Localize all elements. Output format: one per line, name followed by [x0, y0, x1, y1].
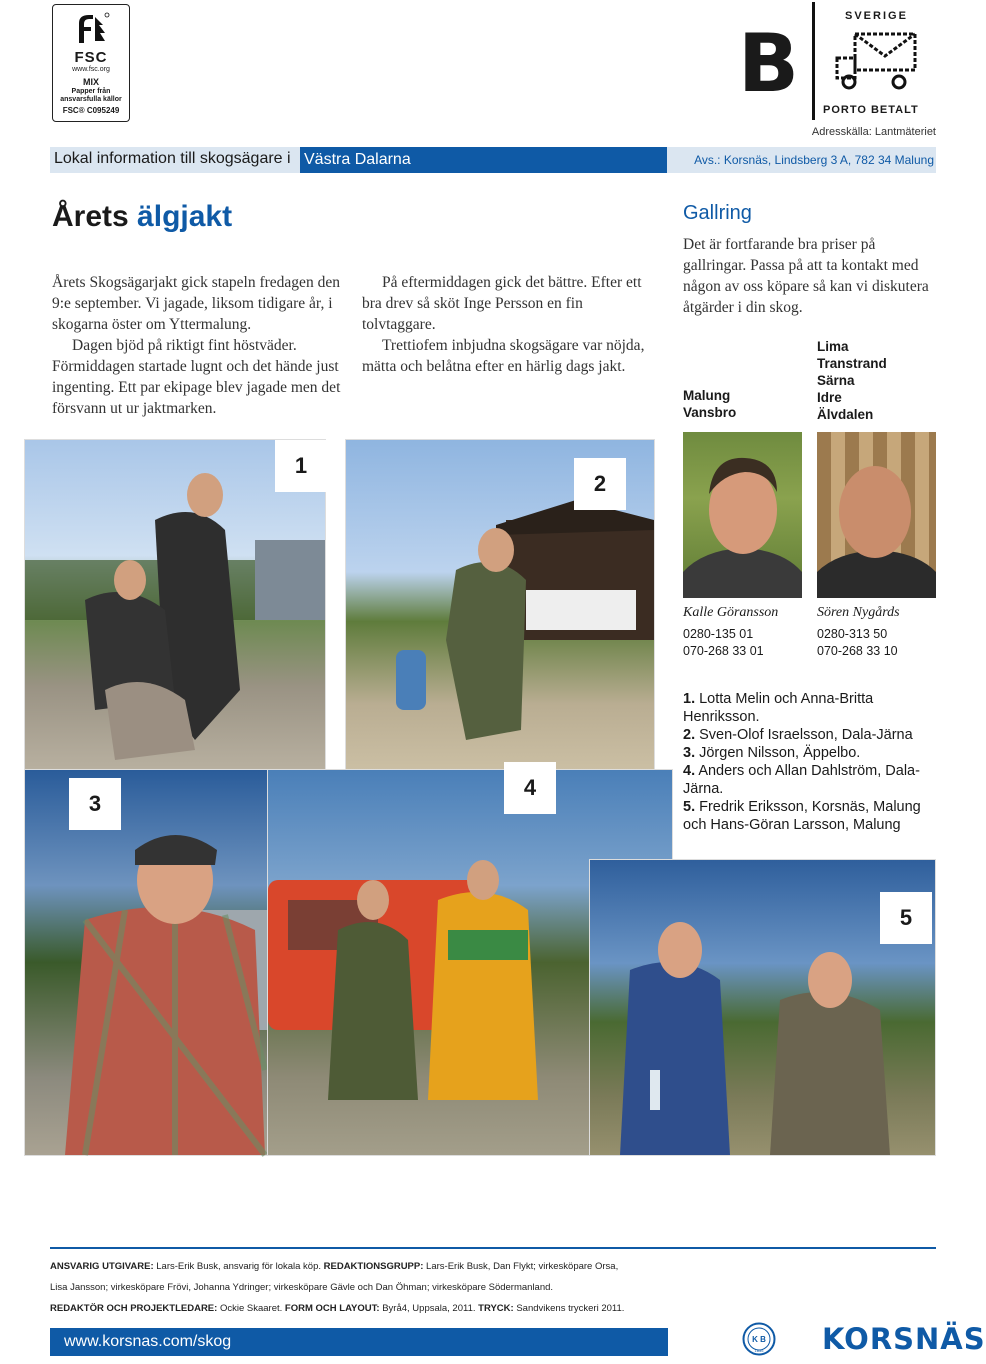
caption-text: Lotta Melin och Anna-Britta Henriksson. — [683, 691, 874, 725]
place: Malung — [683, 388, 731, 403]
contact-phone-1: 0280-135 01 — [683, 627, 754, 641]
photo-1 — [25, 440, 325, 770]
caption-item — [683, 744, 938, 762]
porto-betalt-stamp — [812, 2, 939, 120]
gallring-title: Gallring — [683, 202, 752, 224]
credit-label: FORM OCH LAYOUT: — [284, 1303, 380, 1314]
caption-item — [683, 690, 938, 726]
credit-label: TRYCK: — [478, 1303, 514, 1314]
porto-bottom-text: PORTO BETALT — [823, 104, 919, 116]
caption-text: Anders och Allan Dahlström, Dala-Järna. — [683, 763, 920, 797]
photo-5 — [590, 860, 935, 1155]
caption-item — [683, 762, 938, 798]
contact-phone-2: 070-268 33 10 — [817, 644, 898, 658]
fsc-line1: Papper från — [71, 87, 111, 95]
place: Älvdalen — [817, 407, 874, 422]
credit-label: REDAKTIONSGRUPP: — [323, 1261, 424, 1272]
photo-2 — [346, 440, 654, 770]
place: Lima — [817, 339, 849, 354]
place: Transtrand — [817, 356, 887, 371]
photo-captions — [683, 690, 938, 834]
credits-line-1 — [50, 1256, 940, 1277]
portrait-soren — [817, 432, 936, 598]
header-title: Lokal information till skogsägare i — [54, 150, 291, 167]
place: Vansbro — [683, 405, 737, 420]
mail-truck-icon — [833, 28, 929, 92]
footer-rule — [50, 1247, 936, 1249]
gallring-text-1: Det är fortfarande bra priser på gallringar. — [683, 236, 876, 274]
caption-number: 2. — [683, 727, 696, 743]
caption-number: 1. — [683, 691, 696, 707]
credit-value: Byrå4, Uppsala, 2011. — [379, 1303, 479, 1314]
contact-2-places — [817, 338, 887, 423]
korsnas-seal-icon — [742, 1322, 776, 1356]
credit-value: Lars-Erik Busk, Dan Flykt; virkesköpare Orsa, — [423, 1261, 619, 1272]
gallring-text — [683, 234, 941, 318]
sender-address: Avs.: Korsnäs, Lindsberg 3 A, 782 34 Malung — [694, 153, 934, 167]
address-source: Adresskälla: Lantmäteriet — [811, 126, 936, 138]
caption-item — [683, 726, 938, 744]
svg-text:K B: K B — [752, 1335, 766, 1344]
photo-number-1: 1 — [275, 440, 327, 492]
fsc-site: www.fsc.org — [72, 66, 110, 74]
col2-paragraph-2: Trettiofem inbjudna skogsägare var nöjda, mätta och belåtna efter en härlig dags jakt. — [362, 337, 645, 375]
place: Särna — [817, 373, 855, 388]
website-link[interactable]: www.korsnas.com/skog — [64, 1333, 232, 1350]
gallring-text-2: Passa på att ta kontakt med någon av oss köpare så kan vi diskutera åtgärder i din skog. — [683, 257, 929, 316]
article-column-2 — [362, 272, 652, 377]
contact-name: Sören Nygårds — [817, 605, 900, 620]
credit-value: Sandvikens tryckeri 2011. — [513, 1303, 625, 1314]
contact-2 — [817, 605, 900, 660]
col2-paragraph-1: På eftermiddagen gick det bättre. Efter ett bra drev så sköt Inge Persson en fin tolvtaggare. — [362, 274, 642, 333]
korsnas-logo: KORSNÄS — [822, 1322, 986, 1356]
portrait-kalle — [683, 432, 802, 598]
photo-number-5: 5 — [880, 892, 932, 944]
article-title — [52, 200, 232, 234]
place: Idre — [817, 390, 842, 405]
contact-phone-1: 0280-313 50 — [817, 627, 888, 641]
photo-number-3: 3 — [69, 778, 121, 830]
credit-label: REDAKTÖR OCH PROJEKTLEDARE: — [50, 1303, 218, 1314]
fsc-logo — [52, 4, 130, 122]
header-region: Västra Dalarna — [300, 147, 667, 173]
credit-value: Lars-Erik Busk, ansvarig för lokala köp. — [153, 1261, 324, 1272]
porto-top-text: SVERIGE — [845, 10, 908, 22]
photo-number-2: 2 — [574, 458, 626, 510]
porto-b-mark: B — [738, 17, 799, 110]
fsc-line2: ansvarsfulla källor — [60, 95, 122, 103]
seal-year: 1855 — [754, 1348, 764, 1353]
col1-paragraph-1: Årets Skogsägarjakt gick stapeln fredagen den 9:e september. Vi jagade, liksom tidigare år, i skogarna öster om Yttermalung. — [52, 274, 340, 333]
fsc-label: FSC — [74, 49, 108, 67]
person-portrait-icon — [683, 432, 802, 598]
contact-phone-2: 070-268 33 01 — [683, 644, 764, 658]
credits — [50, 1256, 940, 1319]
caption-number: 4. — [683, 763, 696, 779]
credits-line-3 — [50, 1298, 940, 1319]
fsc-tree-icon — [71, 11, 111, 45]
caption-text: Sven-Olof Israelsson, Dala-Järna — [695, 727, 913, 743]
caption-item — [683, 798, 938, 834]
fsc-code: FSC® C095249 — [62, 105, 120, 115]
contact-1 — [683, 605, 778, 660]
fsc-mix: MIX — [53, 77, 129, 87]
caption-text: Jörgen Nilsson, Äppelbo. — [695, 745, 861, 761]
caption-number: 3. — [683, 745, 696, 761]
article-title-a: Årets — [52, 200, 129, 233]
article-column-1 — [52, 272, 344, 419]
credit-label: ANSVARIG UTGIVARE: — [50, 1261, 154, 1272]
caption-number: 5. — [683, 799, 696, 815]
credit-value: Ockie Skaaret. — [217, 1303, 285, 1314]
article-title-b: älgjakt — [137, 200, 233, 233]
credits-line-2: Lisa Jansson; virkesköpare Frövi, Johanna Ydringer; virkesköpare Gävle och Dan Öhman; virkesköpare Södermanland. — [50, 1282, 554, 1293]
photo-number-4: 4 — [504, 762, 556, 814]
contact-1-places — [683, 387, 736, 421]
contact-name: Kalle Göransson — [683, 605, 779, 620]
caption-text: Fredrik Eriksson, Korsnäs, Malung och Hans-Göran Larsson, Malung — [683, 799, 921, 833]
person-portrait-icon — [817, 432, 936, 598]
col1-paragraph-2: Dagen bjöd på riktigt fint höstväder. Förmiddagen startade lugnt och det hände just ingenting. Ett par ekipage blev jagade men det försvann ut ur jaktmarken. — [52, 337, 341, 417]
